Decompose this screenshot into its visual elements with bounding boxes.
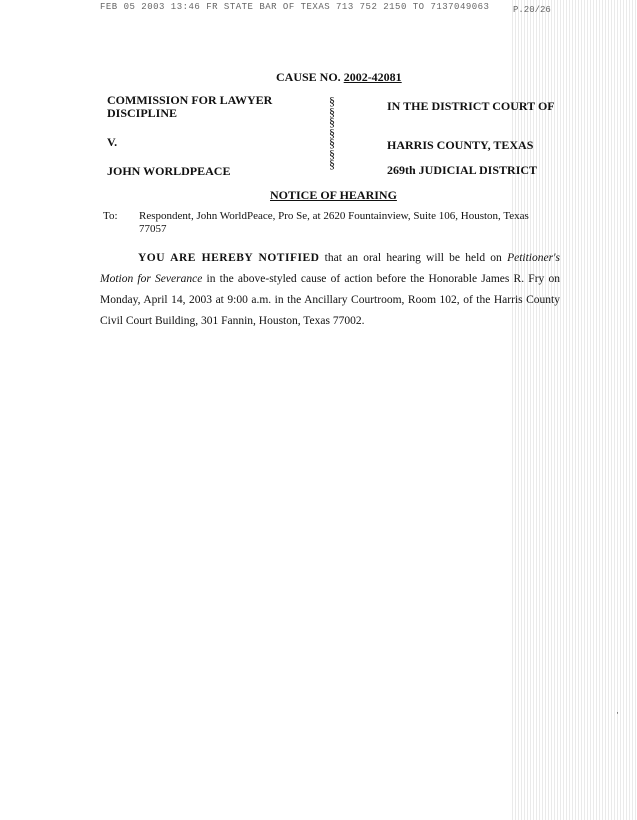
notice-title: NOTICE OF HEARING bbox=[270, 188, 397, 202]
petitioner-line-2: DISCIPLINE bbox=[107, 106, 178, 120]
motion-name: Petitioner's Motion for Severance bbox=[100, 252, 560, 285]
section-symbol: § bbox=[329, 157, 335, 171]
notice-body bbox=[100, 248, 560, 332]
section-symbol: § bbox=[329, 136, 335, 150]
cause-number bbox=[276, 70, 402, 85]
versus: V. bbox=[107, 135, 118, 149]
section-symbol: § bbox=[329, 115, 335, 129]
cause-label: CAUSE NO. bbox=[276, 70, 344, 84]
section-symbol: § bbox=[329, 125, 335, 140]
fax-page-number: P.20/26 bbox=[513, 5, 551, 15]
fax-header-line: FEB 05 2003 13:46 FR STATE BAR OF TEXAS 713 752 2150 TO 7137049063 bbox=[100, 2, 490, 12]
court-info bbox=[387, 100, 555, 177]
petitioner-line-1: COMMISSION FOR LAWYER bbox=[107, 93, 273, 107]
section-symbol: § bbox=[329, 104, 335, 119]
court-line-3: 269th JUDICIAL DISTRICT bbox=[387, 163, 538, 177]
to-label: To: bbox=[103, 210, 118, 222]
section-symbol-column bbox=[329, 96, 335, 170]
party-names bbox=[107, 94, 272, 178]
hereby-notified: YOU ARE HEREBY NOTIFIED bbox=[138, 252, 320, 264]
body-part-1: that an oral hearing will be held on bbox=[319, 252, 508, 264]
court-line-1: IN THE DISTRICT COURT OF bbox=[387, 99, 555, 113]
scan-speck: · bbox=[616, 708, 619, 718]
respondent-name: JOHN WORLDPEACE bbox=[107, 164, 231, 178]
court-line-2: HARRIS COUNTY, TEXAS bbox=[387, 138, 534, 152]
section-symbol: § bbox=[329, 146, 335, 161]
section-symbol: § bbox=[329, 94, 335, 108]
cause-number-value: 2002-42081 bbox=[343, 70, 402, 84]
body-part-2: in the above-styled cause of action before the Honorable James R. Fry on Monday, April 14, 2003 at 9:00 a.m. in the Ancillary Courtroom, Room 102, of the Harris County Civil Court Building, 301 Fannin, Houston, Texas 77002. bbox=[100, 273, 560, 327]
to-recipient: Respondent, John WorldPeace, Pro Se, at 2620 Fountainview, Suite 106, Houston, Texas 77057 bbox=[139, 210, 529, 235]
